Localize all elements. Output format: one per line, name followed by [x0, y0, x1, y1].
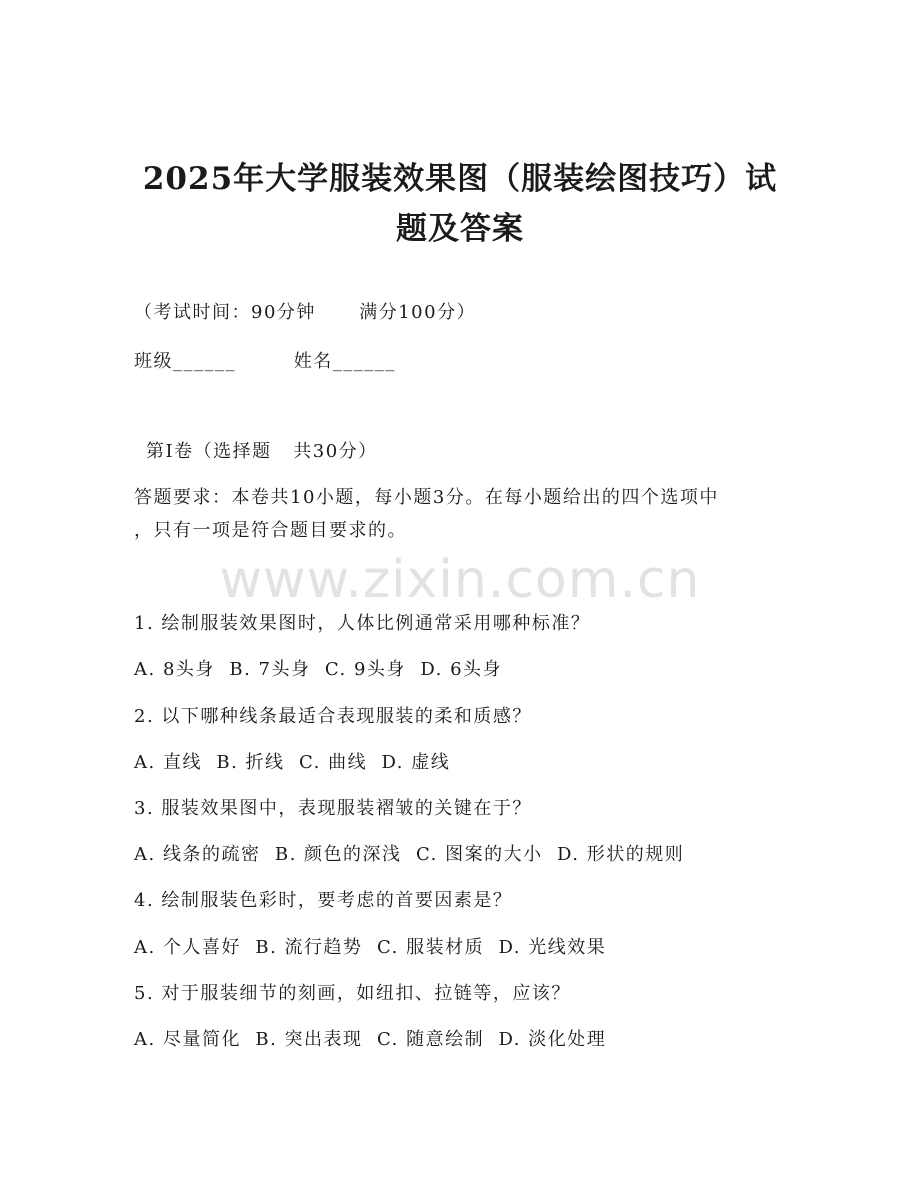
requirements-line-2: ，只有一项是符合题目要求的。 — [134, 520, 407, 541]
question-1-stem: 1. 绘制服装效果图时，人体比例通常采用哪种标准？ — [134, 613, 591, 634]
question-3-options: A. 线条的疏密 B. 颜色的深浅 C. 图案的大小 D. 形状的规则 — [134, 844, 685, 865]
section-heading: 第I卷（选择题 共30分） — [146, 441, 378, 462]
question-3-stem: 3. 服装效果图中，表现服装褶皱的关键在于？ — [134, 798, 532, 819]
exam-info: （考试时间：90分钟 满分100分） — [134, 302, 477, 323]
question-5-stem: 5. 对于服装细节的刻画，如纽扣、拉链等，应该？ — [134, 983, 571, 1004]
question-1-options: A. 8头身 B. 7头身 C. 9头身 D. 6头身 — [134, 659, 503, 680]
document-title-line-2: 题及答案 — [396, 211, 524, 247]
question-2-stem: 2. 以下哪种线条最适合表现服装的柔和质感？ — [134, 706, 532, 727]
question-2-options: A. 直线 B. 折线 C. 曲线 D. 虚线 — [134, 752, 451, 773]
class-name-line: 班级______ 姓名______ — [134, 351, 396, 372]
question-5-options: A. 尽量简化 B. 突出表现 C. 随意绘制 D. 淡化处理 — [134, 1029, 607, 1050]
requirements-line-1: 答题要求：本卷共10小题，每小题3分。在每小题给出的四个选项中 — [134, 487, 719, 508]
question-4-stem: 4. 绘制服装色彩时，要考虑的首要因素是？ — [134, 890, 513, 911]
document-title-line-1: 2025年大学服装效果图（服装绘图技巧）试 — [142, 161, 778, 197]
watermark: www.zixin.com.cn — [219, 550, 701, 610]
question-4-options: A. 个人喜好 B. 流行趋势 C. 服装材质 D. 光线效果 — [134, 937, 607, 958]
